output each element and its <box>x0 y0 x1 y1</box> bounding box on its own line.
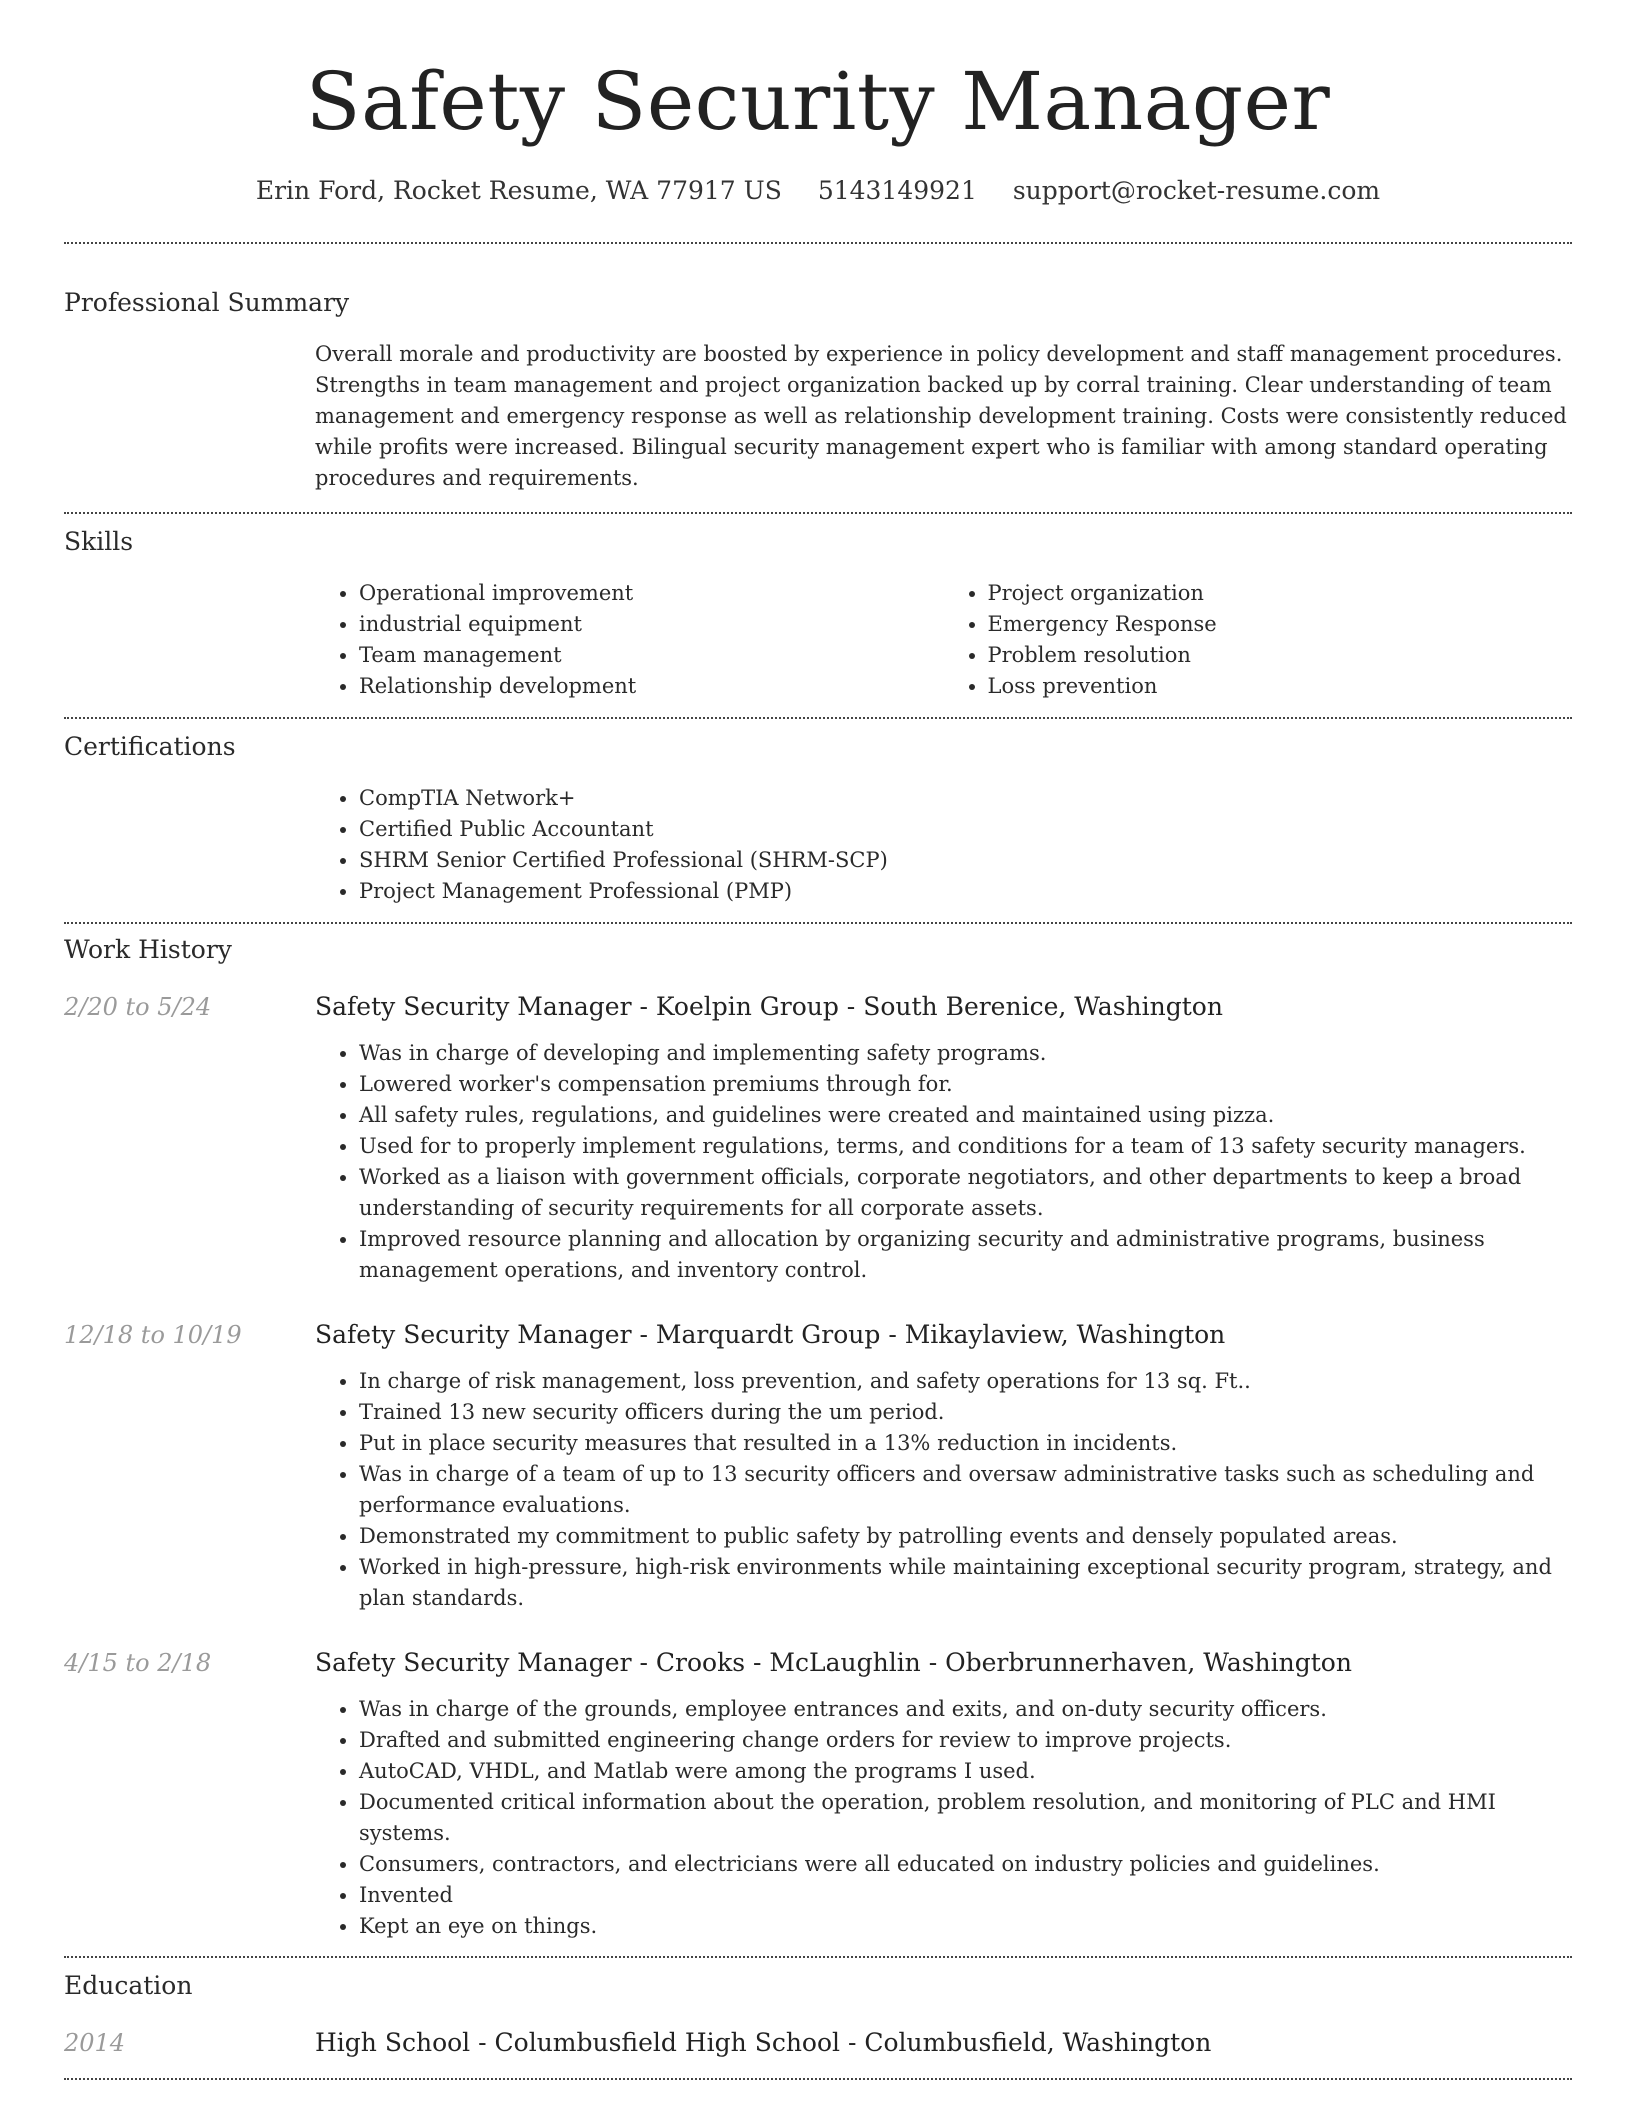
skill-item: • Team management <box>359 640 944 671</box>
job-bullet: • Improved resource planning and allocation by organizing security and administrative programs, business management operations, and inventory control. <box>359 1224 1572 1286</box>
job-bullet: • All safety rules, regulations, and guidelines were created and maintained using pizza. <box>359 1100 1572 1131</box>
job-bullet: • Demonstrated my commitment to public safety by patrolling events and densely populated areas. <box>359 1521 1572 1552</box>
divider <box>64 242 1572 244</box>
certification-item: • Certified Public Accountant <box>359 814 1572 845</box>
summary-block <box>315 339 1572 494</box>
contact-phone: 5143149921 <box>817 176 977 205</box>
education-heading: High School - Columbusfield High School - Columbusfield, Washington <box>315 2028 1212 2057</box>
skills-column-left <box>315 578 944 702</box>
education-entry <box>64 2026 1572 2060</box>
job-header <box>64 1318 1572 1352</box>
resume-title: Safety Security Manager <box>305 55 1331 148</box>
job-entry <box>64 1318 1572 1614</box>
job-bullet: • Worked in high-pressure, high-risk environments while maintaining exceptional security program, strategy, and plan standards. <box>359 1552 1572 1614</box>
job-bullet: • Consumers, contractors, and electricians were all educated on industry policies and guidelines. <box>359 1849 1572 1880</box>
section-title-education: Education <box>64 1971 193 2000</box>
job-bullet: • Documented critical information about the operation, problem resolution, and monitoring of PLC and HMI systems. <box>359 1787 1572 1849</box>
job-bullets <box>315 1038 1572 1286</box>
skill-item: • industrial equipment <box>359 609 944 640</box>
job-dates: 12/18 to 10/19 <box>64 1321 242 1349</box>
job-header <box>64 990 1572 1024</box>
skill-item: • Problem resolution <box>988 640 1573 671</box>
job-dates: 2/20 to 5/24 <box>64 993 212 1021</box>
resume-header <box>64 52 1572 208</box>
job-bullets <box>315 1694 1572 1942</box>
section-title-work-history: Work History <box>64 935 232 964</box>
job-bullets <box>315 1366 1572 1614</box>
certification-item: • SHRM Senior Certified Professional (SHRM-SCP) <box>359 845 1572 876</box>
certifications-list <box>315 783 1572 907</box>
job-bullet: • Drafted and submitted engineering change orders for review to improve projects. <box>359 1725 1572 1756</box>
job-bullet: • Was in charge of the grounds, employee entrances and exits, and on-duty security officers. <box>359 1694 1572 1725</box>
divider <box>64 1956 1572 1958</box>
certifications-block <box>315 783 1572 907</box>
section-title-summary: Professional Summary <box>64 288 350 317</box>
skill-item: • Operational improvement <box>359 578 944 609</box>
job-bullets-block <box>315 1694 1572 1942</box>
divider <box>64 717 1572 719</box>
job-bullet: • Lowered worker's compensation premiums through for. <box>359 1069 1572 1100</box>
certification-item: • CompTIA Network+ <box>359 783 1572 814</box>
job-bullet: • Used for to properly implement regulations, terms, and conditions for a team of 13 safety security managers. <box>359 1131 1572 1162</box>
job-heading: Safety Security Manager - Koelpin Group - South Berenice, Washington <box>315 992 1223 1021</box>
job-dates: 4/15 to 2/18 <box>64 1649 212 1677</box>
summary-text: Overall morale and productivity are boosted by experience in policy development and staff management procedures. Strengths in team management and project organization backed up by corral training. Clear understanding of team management and emergency response as well as relationship development training. Costs were consistently reduced while profits were increased. Bilingual security management expert who is familiar with among standard operating procedures and requirements. <box>315 342 1567 490</box>
divider <box>64 922 1572 924</box>
job-entry <box>64 1646 1572 1942</box>
skills-list <box>315 578 1572 702</box>
job-bullet: • Trained 13 new security officers during the um period. <box>359 1397 1572 1428</box>
job-bullets-block <box>315 1038 1572 1286</box>
skill-item: • Relationship development <box>359 671 944 702</box>
job-bullet: • Was in charge of a team of up to 13 security officers and oversaw administrative tasks such as scheduling and performance evaluations. <box>359 1459 1572 1521</box>
section-title-skills: Skills <box>64 527 134 556</box>
education-dates: 2014 <box>64 2029 126 2057</box>
job-bullet: • Was in charge of developing and implementing safety programs. <box>359 1038 1572 1069</box>
skill-item: • Emergency Response <box>988 609 1573 640</box>
job-entry <box>64 990 1572 1286</box>
job-bullet: • Kept an eye on things. <box>359 1911 1572 1942</box>
job-bullet: • Invented <box>359 1880 1572 1911</box>
section-title-certifications: Certifications <box>64 732 236 761</box>
contact-address: Erin Ford, Rocket Resume, WA 77917 US <box>255 176 782 205</box>
certification-item: • Project Management Professional (PMP) <box>359 876 1572 907</box>
contact-line <box>64 174 1572 208</box>
job-bullet: • Worked as a liaison with government officials, corporate negotiators, and other departments to keep a broad understanding of security requirements for all corporate assets. <box>359 1162 1572 1224</box>
job-bullet: • AutoCAD, VHDL, and Matlab were among the programs I used. <box>359 1756 1572 1787</box>
resume-page <box>64 0 1572 2080</box>
skill-item: • Loss prevention <box>988 671 1573 702</box>
job-heading: Safety Security Manager - Marquardt Group - Mikaylaview, Washington <box>315 1320 1226 1349</box>
job-header <box>64 1646 1572 1680</box>
contact-email: support@rocket-resume.com <box>1012 176 1381 205</box>
skills-column-right <box>944 578 1573 702</box>
job-heading: Safety Security Manager - Crooks - McLaughlin - Oberbrunnerhaven, Washington <box>315 1648 1352 1677</box>
skill-item: • Project organization <box>988 578 1573 609</box>
education-header <box>64 2026 1572 2060</box>
job-bullet: • In charge of risk management, loss prevention, and safety operations for 13 sq. Ft.. <box>359 1366 1572 1397</box>
divider <box>64 512 1572 514</box>
divider <box>64 2078 1572 2080</box>
job-bullet: • Put in place security measures that resulted in a 13% reduction in incidents. <box>359 1428 1572 1459</box>
job-bullets-block <box>315 1366 1572 1614</box>
